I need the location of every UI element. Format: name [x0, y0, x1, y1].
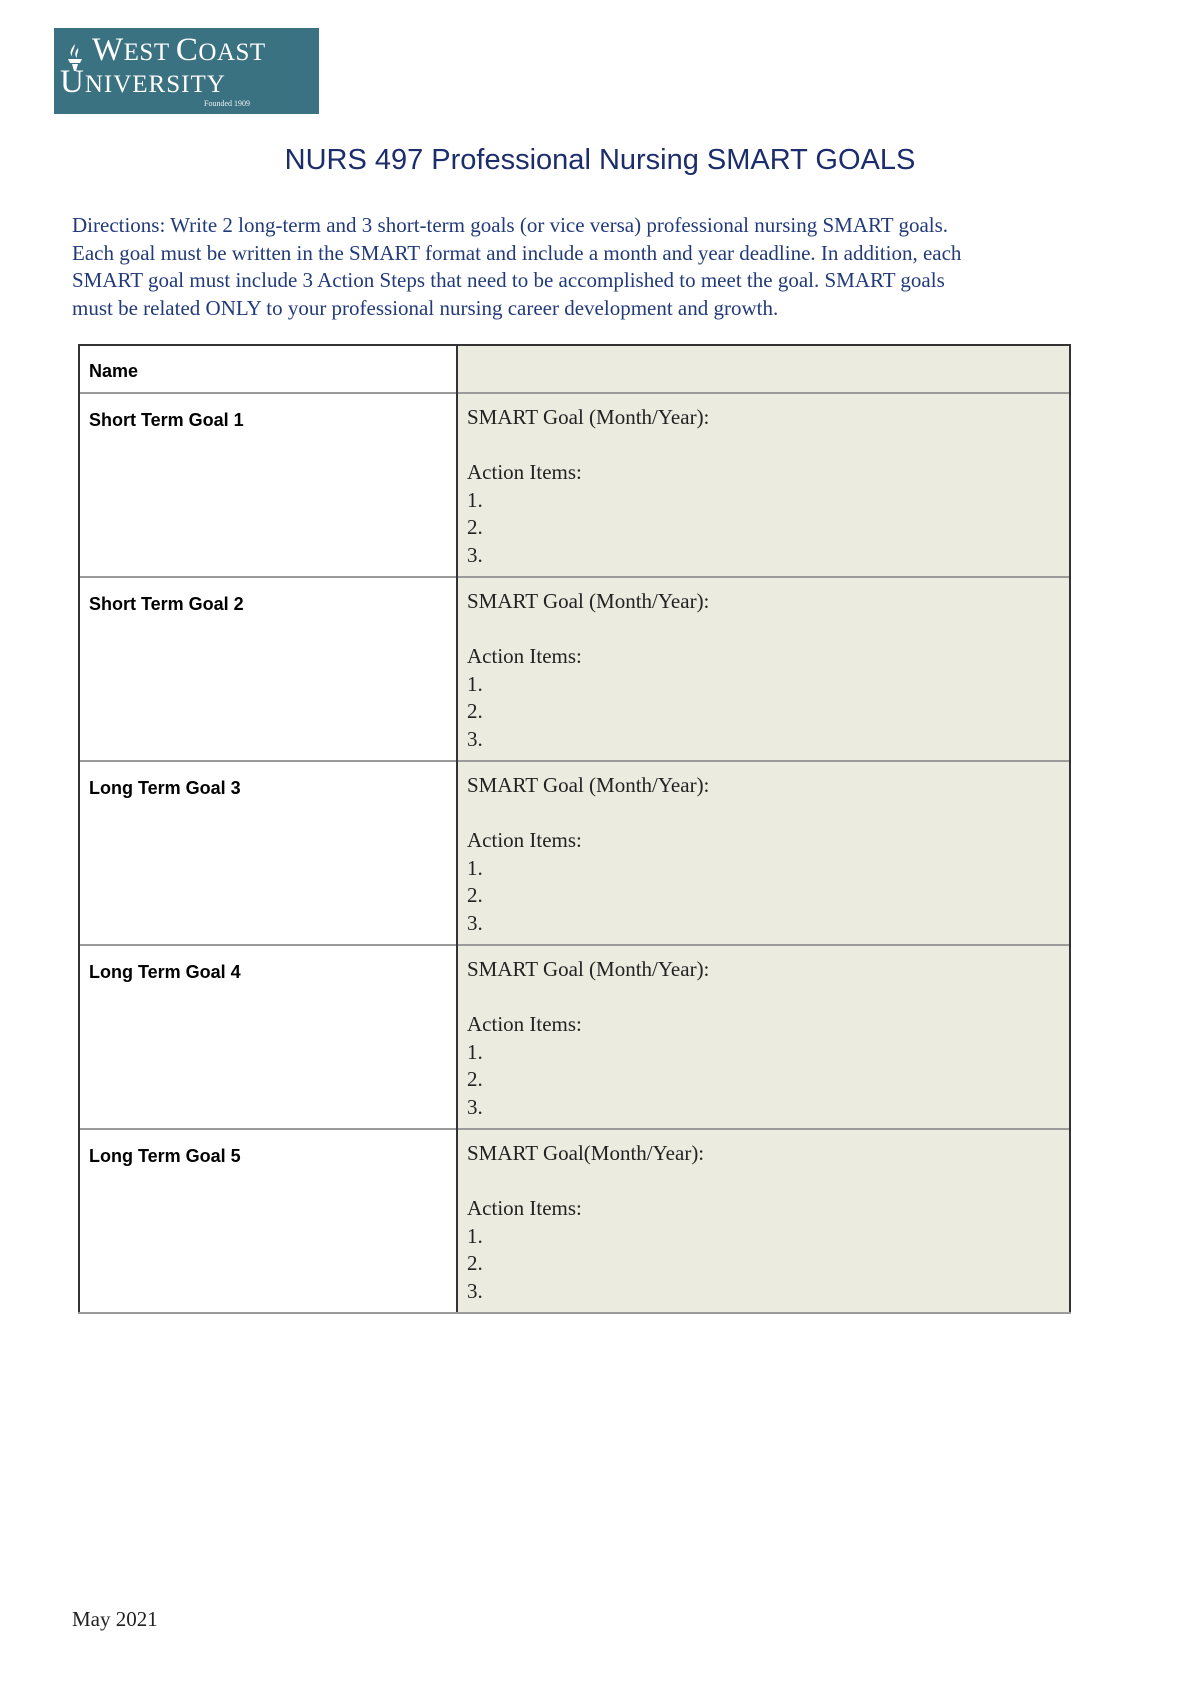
goal-row-long-term-3 [79, 761, 1070, 945]
action-item-2[interactable]: 2. [467, 883, 483, 907]
goal-label: Long Term Goal 3 [89, 778, 241, 798]
goal-row-long-term-5 [79, 1129, 1070, 1313]
action-item-1[interactable]: 1. [467, 855, 483, 880]
west-coast-university-logo [54, 28, 319, 114]
directions-line: SMART goal must include 3 Action Steps that need to be accomplished to meet the goal. SMART goals [72, 268, 945, 292]
name-field[interactable] [457, 345, 1070, 393]
name-row [79, 345, 1070, 393]
directions-paragraph [72, 212, 1132, 322]
goal-row-short-term-2 [79, 577, 1070, 761]
goal-entry-field[interactable] [457, 577, 1070, 761]
directions-line: Directions: Write 2 long-term and 3 short-term goals (or vice versa) professional nursing SMART goals. [72, 213, 949, 237]
goal-entry-field[interactable] [457, 761, 1070, 945]
goal-entry-field[interactable] [457, 945, 1070, 1129]
action-items-label: Action Items: [467, 1196, 582, 1220]
action-item-2[interactable]: 2. [467, 699, 483, 723]
action-item-3[interactable]: 3. [467, 1094, 483, 1119]
action-item-3[interactable]: 3. [467, 1278, 483, 1303]
page-title: NURS 497 Professional Nursing SMART GOALS [284, 144, 916, 176]
action-items-label: Action Items: [467, 828, 582, 852]
action-item-2[interactable]: 2. [467, 515, 483, 539]
smart-goal-label: SMART Goal (Month/Year): [467, 957, 710, 981]
goal-entry-field[interactable] [457, 393, 1070, 577]
action-item-1[interactable]: 1. [467, 1223, 483, 1248]
goal-label: Short Term Goal 1 [89, 410, 244, 430]
action-item-2[interactable]: 2. [467, 1251, 483, 1275]
logo-line-west-coast: WEST COAST [92, 32, 266, 68]
action-items-label: Action Items: [467, 644, 582, 668]
action-item-1[interactable]: 1. [467, 1039, 483, 1064]
goal-row-short-term-1 [79, 393, 1070, 577]
action-item-3[interactable]: 3. [467, 910, 483, 935]
action-items-label: Action Items: [467, 1012, 582, 1036]
goal-entry-field[interactable] [457, 1129, 1070, 1313]
smart-goal-label: SMART Goal (Month/Year): [467, 773, 710, 797]
name-label: Name [89, 361, 139, 381]
goal-label: Short Term Goal 2 [89, 594, 244, 614]
action-item-1[interactable]: 1. [467, 671, 483, 696]
directions-line: Each goal must be written in the SMART format and include a month and year deadline. In addition, each [72, 240, 962, 265]
action-item-3[interactable]: 3. [467, 726, 483, 751]
action-item-1[interactable]: 1. [467, 487, 483, 512]
smart-goal-label: SMART Goal(Month/Year): [467, 1141, 705, 1165]
footer-date: May 2021 [72, 1607, 158, 1631]
action-item-3[interactable]: 3. [467, 542, 483, 567]
smart-goals-table [78, 344, 1071, 1314]
action-items-label: Action Items: [467, 460, 582, 484]
smart-goal-label: SMART Goal (Month/Year): [467, 405, 710, 429]
goal-label: Long Term Goal 5 [89, 1146, 241, 1166]
action-item-2[interactable]: 2. [467, 1067, 483, 1091]
goal-label: Long Term Goal 4 [89, 962, 241, 982]
directions-line: must be related ONLY to your professional nursing career development and growth. [72, 295, 779, 320]
logo-line-university: UNIVERSITY [60, 64, 226, 100]
goal-row-long-term-4 [79, 945, 1070, 1129]
smart-goal-label: SMART Goal (Month/Year): [467, 589, 710, 613]
logo-founded: Founded 1909 [204, 99, 250, 108]
